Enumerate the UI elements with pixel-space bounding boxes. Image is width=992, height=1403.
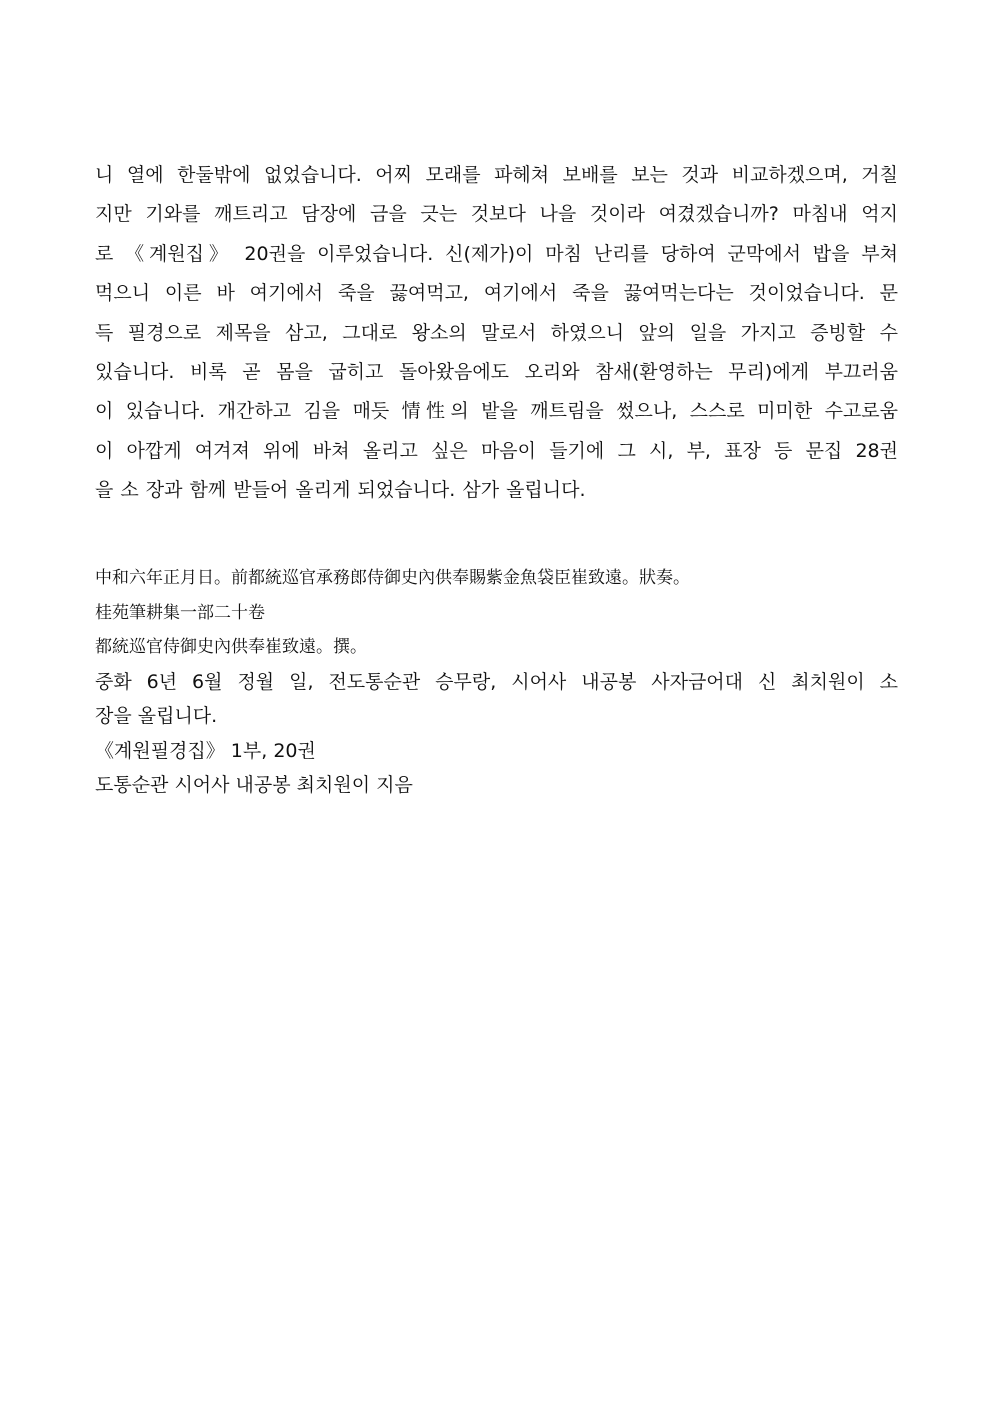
hanja-title-line: 桂苑筆耕集一部二十卷 — [95, 602, 265, 623]
paragraph-line: 이 아깝게 여겨져 위에 바쳐 올리고 싶은 마음이 들기에 그 시, 부, 표장 등 문집 28권 — [95, 439, 898, 462]
paragraph-line: 먹으니 이른 바 여기에서 죽을 끓여먹고, 여기에서 죽을 끓여먹는다는 것이었습니다. 문 — [95, 282, 898, 305]
body-paragraph — [95, 156, 898, 511]
korean-dedication-line: 중화 6년 6월 정월 일, 전도통순관 승무랑, 시어사 내공봉 사자금어대 신 최치원이 소 — [95, 670, 898, 693]
paragraph-line: 로 《계원집》 20권을 이루었습니다. 신(제가)이 마침 난리를 당하여 군막에서 밥을 부쳐 — [95, 242, 898, 265]
hanja-dedication-line: 中和六年正月日。前都統巡官承務郎侍御史內供奉賜紫金魚袋臣崔致遠。狀奏。 — [95, 568, 690, 588]
paragraph-line: 지만 기와를 깨트리고 담장에 금을 긋는 것보다 나을 것이라 여겼겠습니까? 마침내 억지 — [95, 203, 898, 226]
korean-dedication-line-continued: 장을 올립니다. — [95, 705, 218, 727]
colophon — [95, 561, 898, 803]
korean-title-line: 《계원필경집》 1부, 20권 — [95, 739, 316, 762]
document-page — [95, 156, 898, 796]
paragraph-line: 득 필경으로 제목을 삼고, 그대로 왕소의 말로서 하였으니 앞의 일을 가지고 증빙할 수 — [95, 321, 898, 344]
hanja-author-line: 都統巡官侍御史內供奉崔致遠。撰。 — [95, 637, 367, 657]
paragraph-line: 니 열에 한둘밖에 없었습니다. 어찌 모래를 파헤쳐 보배를 보는 것과 비교하겠으며, 거칠 — [95, 164, 898, 186]
paragraph-line: 있습니다. 비록 곧 몸을 굽히고 돌아왔음에도 오리와 참새(환영하는 무리)에게 부끄러움 — [95, 360, 898, 383]
korean-author-line: 도통순관 시어사 내공봉 최치원이 지음 — [95, 774, 413, 796]
paragraph-line: 이 있습니다. 개간하고 김을 매듯 情性의 밭을 깨트림을 썼으나, 스스로 미미한 수고로움 — [95, 400, 898, 423]
paragraph-line: 을 소 장과 함께 받들어 올리게 되었습니다. 삼가 올립니다. — [95, 479, 586, 502]
